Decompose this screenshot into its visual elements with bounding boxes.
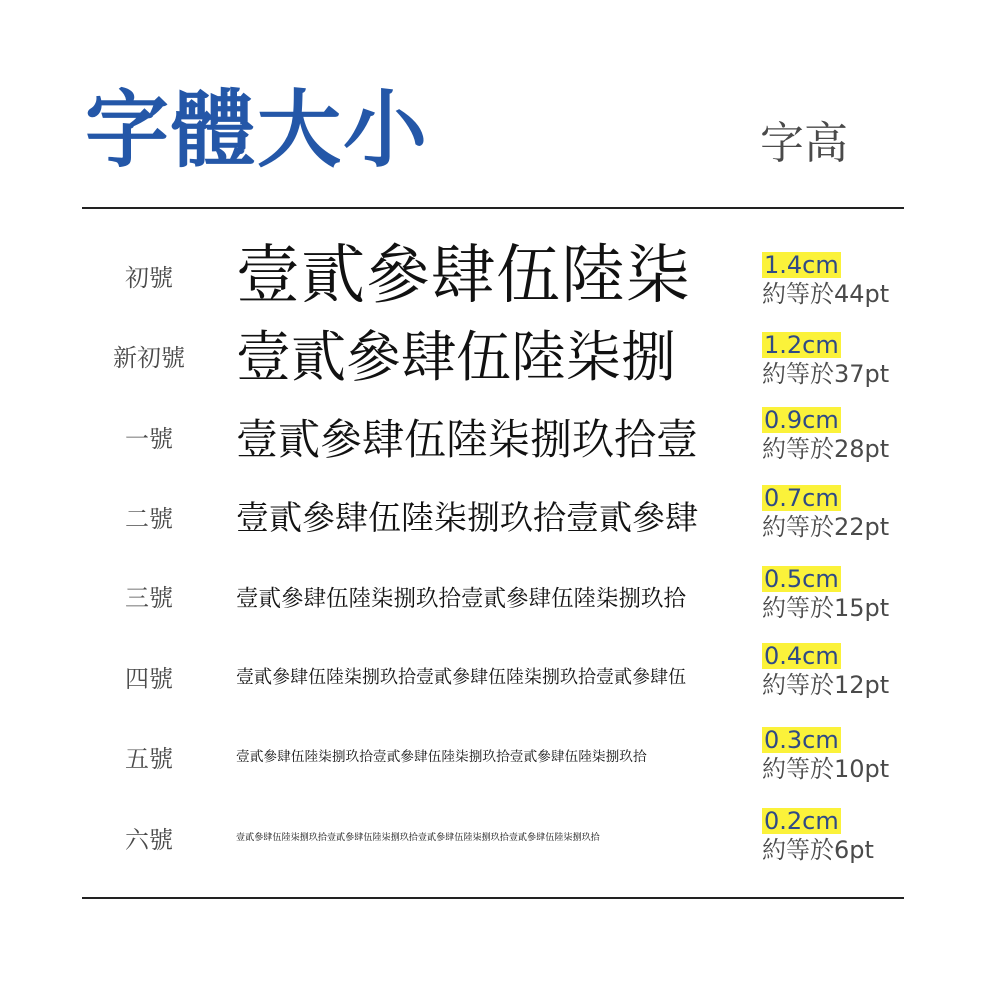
size-meta (762, 727, 962, 783)
pt-equivalent: 約等於37pt (762, 360, 890, 388)
char-height-badge: 0.5cm (764, 565, 839, 593)
sample-text: 壹貳參肆伍陸柒捌玖拾壹貳參肆伍陸柒捌玖拾壹貳參肆伍陸柒捌玖拾壹貳參肆伍陸柒捌玖拾 (236, 833, 600, 843)
pt-equivalent: 約等於6pt (762, 836, 874, 864)
size-meta (762, 643, 962, 699)
char-height-badge: 1.4cm (764, 251, 839, 279)
sample-text: 壹貳參肆伍陸柒捌玖拾壹貳參肆伍陸柒捌玖拾壹貳參肆伍 (236, 667, 686, 688)
size-name: 六號 (125, 826, 173, 854)
pt-equivalent: 約等於22pt (762, 513, 890, 541)
pt-equivalent: 約等於44pt (762, 280, 890, 308)
size-meta (762, 485, 962, 541)
size-meta (762, 808, 962, 864)
char-height-badge: 0.9cm (764, 406, 839, 434)
char-height-badge: 1.2cm (764, 331, 839, 359)
size-meta (762, 407, 962, 463)
bottom-divider (82, 897, 904, 899)
sample-text: 壹貳參肆伍陸柒捌玖拾壹 (236, 415, 699, 464)
size-name: 新初號 (113, 344, 185, 372)
pt-equivalent: 約等於15pt (762, 594, 890, 622)
top-divider (82, 207, 904, 209)
size-name: 五號 (125, 745, 173, 773)
pt-equivalent: 約等於12pt (762, 671, 890, 699)
column-header-char-height: 字高 (760, 118, 848, 169)
sample-text: 壹貳參肆伍陸柒捌 (236, 325, 677, 389)
size-name: 一號 (125, 425, 173, 453)
size-meta (762, 332, 962, 388)
char-height-badge: 0.2cm (764, 807, 839, 835)
pt-equivalent: 約等於10pt (762, 755, 890, 783)
pt-equivalent: 約等於28pt (762, 435, 890, 463)
size-name: 四號 (125, 665, 173, 693)
char-height-badge: 0.7cm (764, 484, 839, 512)
sample-text: 壹貳參肆伍陸柒捌玖拾壹貳參肆伍陸柒捌玖拾 (236, 586, 687, 612)
size-meta (762, 566, 962, 622)
char-height-badge: 0.4cm (764, 642, 839, 670)
size-name: 二號 (125, 505, 173, 533)
sample-text: 壹貳參肆伍陸柒 (236, 239, 691, 313)
char-height-badge: 0.3cm (764, 726, 839, 754)
sample-text: 壹貳參肆伍陸柒捌玖拾壹貳參肆伍陸柒捌玖拾壹貳參肆伍陸柒捌玖拾 (236, 749, 647, 765)
sample-text: 壹貳參肆伍陸柒捌玖拾壹貳參肆 (236, 498, 698, 537)
size-name: 三號 (125, 584, 173, 612)
page-title: 字體大小 (85, 81, 430, 179)
size-meta (762, 252, 962, 308)
size-name: 初號 (125, 264, 173, 292)
